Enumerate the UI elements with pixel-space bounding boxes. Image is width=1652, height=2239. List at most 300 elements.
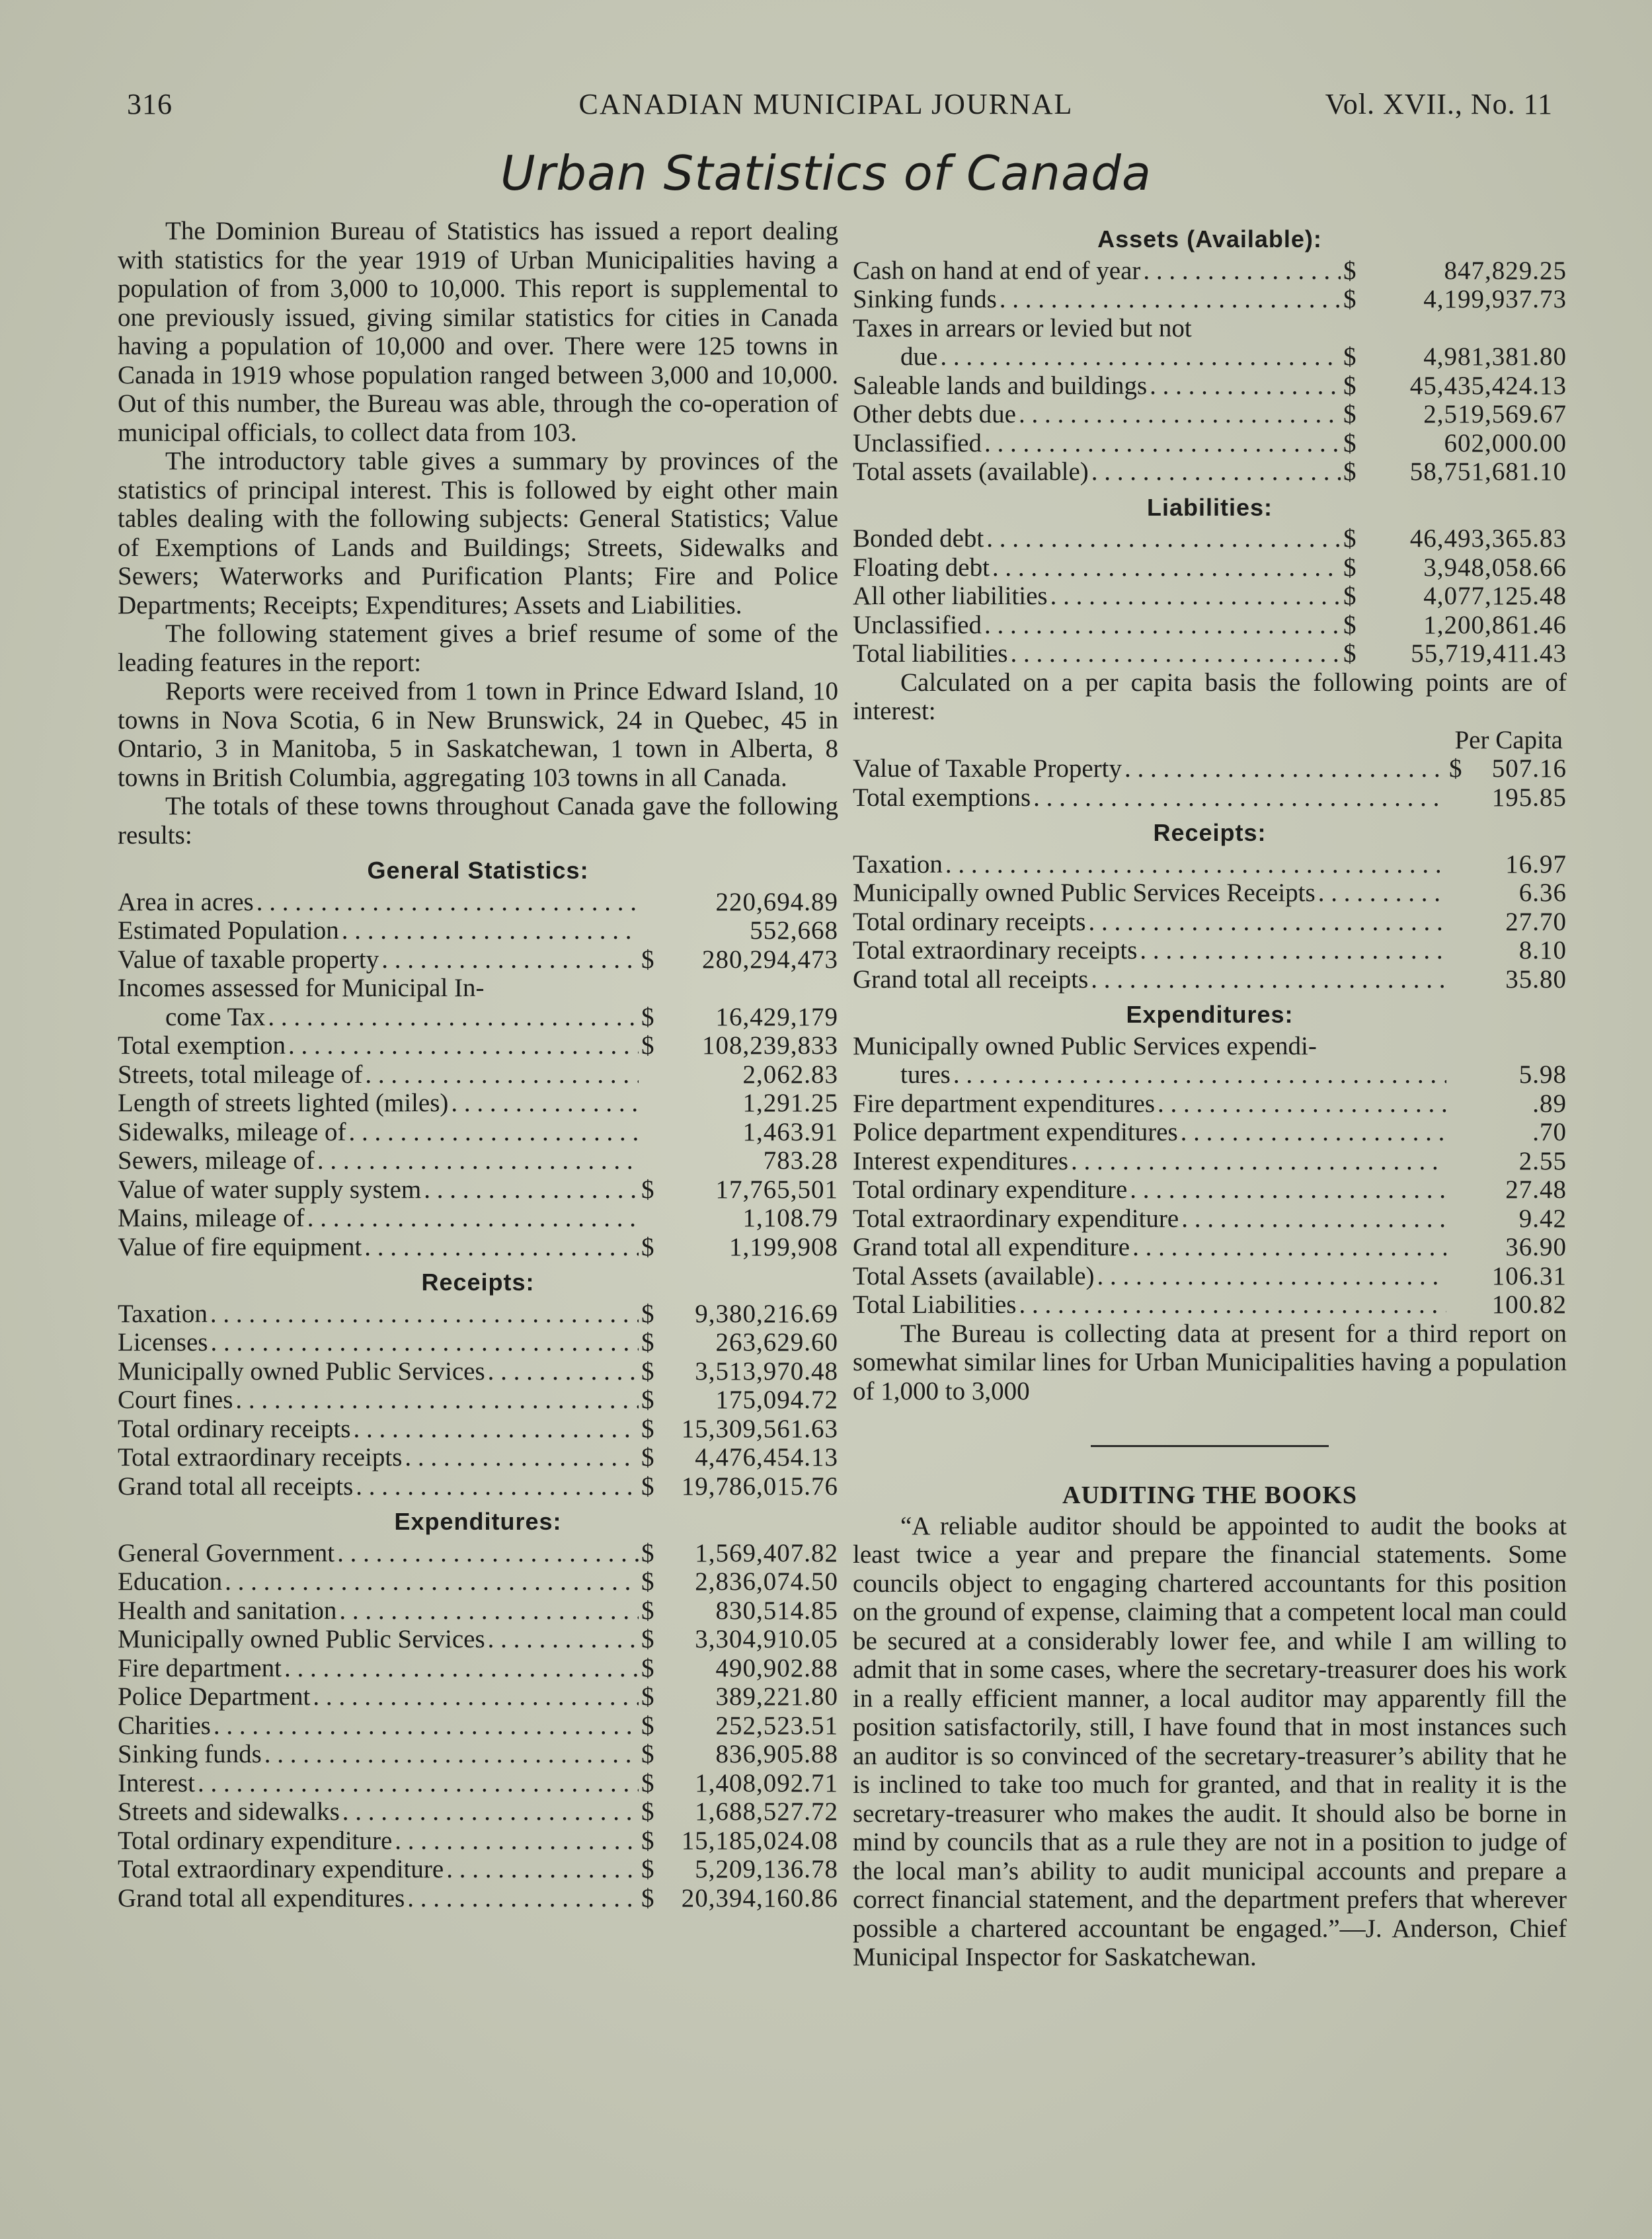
leader-dots (1019, 400, 1341, 429)
leader-dots (356, 1472, 639, 1501)
leader-dots (984, 611, 1341, 640)
table-row (118, 1328, 838, 1357)
row-label: Unclassified (853, 428, 982, 457)
row-continuation (853, 342, 1567, 372)
row-value: 55,719,411.43 (1411, 639, 1567, 668)
row-label: Police Department (118, 1682, 311, 1711)
leader-dots (1130, 1175, 1446, 1204)
table-row (118, 1060, 838, 1089)
currency-sign: $ (1343, 285, 1357, 313)
currency-sign: $ (1343, 400, 1357, 428)
right-column (853, 225, 1567, 1972)
per-capita-table (853, 754, 1567, 812)
leader-dots (288, 1031, 639, 1060)
per-capita-expenditures-table (853, 1032, 1567, 1319)
currency-sign: $ (641, 1682, 654, 1711)
row-value: .70 (1532, 1118, 1567, 1146)
row-value: 252,523.51 (715, 1711, 838, 1740)
currency-sign: $ (641, 1328, 654, 1356)
table-row (853, 1233, 1567, 1262)
table-row (853, 965, 1567, 994)
per-capita-intro: Calculated on a per capita basis the following points are of interest: (853, 668, 1567, 725)
currency-sign: $ (641, 1299, 654, 1328)
table-row (118, 1300, 838, 1329)
row-label: Sinking funds (118, 1740, 262, 1768)
leader-dots (214, 1711, 639, 1741)
table-row (118, 1386, 838, 1415)
currency-sign: $ (641, 1538, 654, 1567)
row-label: Total extraordinary receipts (853, 936, 1138, 964)
row-value: 830,514.85 (715, 1596, 838, 1625)
row-value: 35.80 (1505, 964, 1567, 994)
table-row (118, 1884, 838, 1913)
row-label: Estimated Population (118, 916, 339, 945)
table-row (118, 1204, 838, 1233)
row-label: Charities (118, 1711, 211, 1740)
per-capita-receipts-table (853, 850, 1567, 994)
leader-dots (945, 850, 1446, 879)
row-value: 220,694.89 (715, 887, 838, 916)
table-row (118, 1682, 838, 1711)
auditing-body: “A reliable auditor should be appointed to audit the books at least twice a year and prepare the financial statements. Some councils object to engaging chartered accountants for this position on the ground of expense, claiming that a competent local man could be secured at a considerably lower fee, and while I am willing to admit that in some cases, where the secretary-treasurer does his work in a really efficient manner, a local auditor may apparently fill the position satisfactorily, still, I have found that in most instances such an auditor is so convinced of the secretary-treasurer’s ability that he is inclined to take too much for granted, and that in reality it is the secretary-treasurer who makes the audit. It should also be borne in mind by councils that as a rule they are not in a position to judge of the local man’s ability to audit municipal accounts and prepare a correct financial statement, and the department prefers that wherever possible a chartered accountant be engaged.”—J. Anderson, Chief Municipal Inspector for Saskatchewan. (853, 1511, 1567, 1971)
row-label: Total exemptions (853, 783, 1031, 812)
row-value: 16.97 (1505, 849, 1567, 879)
row-value: 3,304,910.05 (695, 1625, 838, 1653)
leader-dots (395, 1827, 639, 1856)
leader-dots (381, 945, 639, 974)
table-row (118, 1797, 838, 1827)
row-value: 6.36 (1518, 879, 1567, 907)
row-value: 106.31 (1491, 1261, 1567, 1290)
row-label: Total Liabilities (853, 1290, 1017, 1319)
currency-sign: $ (641, 945, 654, 974)
row-label: Education (118, 1567, 223, 1596)
table-row (853, 783, 1567, 812)
row-value: 1,108.79 (742, 1204, 838, 1232)
row-value: .89 (1532, 1089, 1567, 1118)
table-row (853, 908, 1567, 937)
row-value: 4,077,125.48 (1423, 582, 1567, 610)
row-label: Sidewalks, mileage of (118, 1117, 346, 1146)
leader-dots (210, 1328, 639, 1357)
row-value: 1,199,908 (729, 1232, 838, 1261)
table-row (853, 1118, 1567, 1147)
row-label: Value of water supply system (118, 1175, 422, 1204)
leader-dots (284, 1654, 639, 1683)
row-label: Total ordinary receipts (118, 1414, 351, 1443)
leader-dots (1140, 936, 1446, 965)
row-value: 2,836,074.50 (695, 1567, 838, 1596)
row-value: 490,902.88 (715, 1653, 838, 1682)
row-value: 389,221.80 (715, 1682, 838, 1711)
currency-sign: $ (641, 1596, 654, 1625)
liabilities-table (853, 524, 1567, 668)
table-row (853, 429, 1567, 458)
currency-sign: $ (641, 1797, 654, 1826)
expenditures-heading: Expenditures: (394, 1508, 562, 1535)
leader-dots (1318, 879, 1446, 908)
row-label: Total extraordinary expenditure (853, 1204, 1179, 1233)
currency-sign: $ (641, 1443, 654, 1472)
table-row (853, 285, 1567, 314)
row-label: Total assets (available) (853, 457, 1089, 486)
currency-sign: $ (641, 1031, 654, 1060)
left-column (118, 217, 838, 1912)
row-label-continued: come Tax (165, 1002, 266, 1031)
leader-dots (268, 1003, 639, 1032)
intro-paragraph: The Dominion Bureau of Statistics has issued a report dealing with statistics for the year 1919 of Urban Municipalities having a population of from 3,000 to 10,000. This report is supplemental to one previously issued, giving similar statistics for cities in Canada having a population of 10,000 and over. There were 125 towns in Canada in 1919 whose population ranged between 3,000 and 10,000. Out of this number, the Bureau was able, through the co-operation of municipal officials, to collect data from 103. (118, 217, 838, 447)
currency-sign: $ (641, 1711, 654, 1740)
table-row (118, 1175, 838, 1204)
currency-sign: $ (641, 1625, 654, 1653)
receipts-heading: Receipts: (421, 1269, 535, 1296)
table-row (118, 1233, 838, 1262)
leader-dots (1033, 783, 1446, 812)
row-label: Total extraordinary receipts (118, 1443, 403, 1472)
page-number: 316 (127, 88, 173, 120)
leader-dots (342, 916, 639, 945)
leader-dots (1091, 457, 1341, 487)
row-value: 20,394,160.86 (681, 1883, 838, 1912)
leader-dots (986, 524, 1341, 553)
currency-sign: $ (641, 1740, 654, 1768)
row-label: Total liabilities (853, 639, 1008, 668)
table-row (118, 1567, 838, 1596)
leader-dots (313, 1682, 639, 1711)
table-row (853, 936, 1567, 965)
row-label: Fire department expenditures (853, 1089, 1156, 1118)
table-row (853, 400, 1567, 429)
auditing-heading: AUDITING THE BOOKS (1062, 1481, 1357, 1509)
row-value: 507.16 (1491, 754, 1567, 783)
table-row (118, 974, 838, 1031)
row-label: All other liabilities (853, 582, 1048, 610)
leader-dots (488, 1625, 639, 1654)
currency-sign: $ (641, 1232, 654, 1261)
row-label: Value of fire equipment (118, 1232, 362, 1261)
row-continuation (853, 1060, 1567, 1089)
row-value: 836,905.88 (715, 1740, 838, 1768)
row-label: Interest expenditures (853, 1146, 1068, 1175)
row-value: 8.10 (1518, 936, 1567, 964)
receipts-table (118, 1300, 838, 1501)
currency-sign: $ (641, 1567, 654, 1596)
intro-paragraph: Reports were received from 1 town in Prince Edward Island, 10 towns in Nova Scotia, 6 in New Brunswick, 24 in Quebec, 45 in Ontario, 3 in Manitoba, 5 in Saskatchewan, 1 town in Alberta, 8 towns in British Columbia, aggregating 103 towns in all Canada. (118, 677, 838, 792)
article-title: Urban Statistics of Canada (500, 145, 1152, 201)
row-label: Total ordinary expenditure (118, 1826, 393, 1855)
row-value: 3,513,970.48 (695, 1356, 838, 1386)
row-label: Value of taxable property (118, 945, 379, 974)
currency-sign: $ (641, 1002, 654, 1031)
table-row (853, 256, 1567, 286)
leader-dots (317, 1146, 639, 1175)
table-row (118, 1089, 838, 1118)
table-row (118, 1711, 838, 1741)
leader-dots (984, 429, 1341, 458)
row-label: Taxation (118, 1299, 208, 1328)
row-label: Grand total all expenditures (118, 1883, 405, 1912)
leader-dots (488, 1357, 639, 1386)
assets-table (853, 256, 1567, 487)
table-row (118, 1031, 838, 1060)
table-row (118, 916, 838, 945)
table-row (118, 888, 838, 917)
row-label: Court fines (118, 1386, 233, 1414)
currency-sign: $ (641, 1768, 654, 1797)
currency-sign: $ (641, 1472, 654, 1501)
table-row (118, 1625, 838, 1654)
table-row (118, 1118, 838, 1147)
per-capita-expenditures-heading: Expenditures: (1126, 1001, 1294, 1028)
row-label: Fire department (118, 1653, 282, 1682)
currency-sign: $ (1343, 342, 1357, 371)
row-value: 45,435,424.13 (1409, 371, 1567, 400)
currency-sign: $ (641, 1356, 654, 1386)
leader-dots (1143, 256, 1341, 286)
table-row (853, 1204, 1567, 1234)
table-row (853, 372, 1567, 401)
row-label: Bonded debt (853, 524, 984, 553)
row-label: Total ordinary expenditure (853, 1175, 1128, 1204)
leader-dots (225, 1567, 639, 1596)
table-row (853, 1032, 1567, 1089)
leader-dots (1097, 1262, 1447, 1291)
table-row (853, 314, 1567, 372)
leader-dots (407, 1884, 639, 1913)
currency-sign: $ (1343, 553, 1357, 582)
leader-dots (1088, 908, 1446, 937)
leader-dots (365, 1060, 639, 1089)
table-row (118, 1855, 838, 1884)
table-row (118, 1596, 838, 1626)
row-label: General Government (118, 1538, 335, 1567)
intro-paragraph: The totals of these towns throughout Canada gave the following results: (118, 792, 838, 849)
intro-paragraph: The introductory table gives a summary by provinces of the statistics of principal interest. This is followed by eight other main tables dealing with the following subjects: General Statistics; Value of Exemptions of Lands and Buildings; Streets, Sidewalks and Sewers; Waterworks and Purification Plants; Fire and Police Departments; Receipts; Expenditures; Assets and Liabilities. (118, 447, 838, 619)
table-row (853, 1290, 1567, 1319)
row-value: 3,948,058.66 (1423, 553, 1567, 582)
leader-dots (235, 1386, 639, 1415)
row-label: Municipally owned Public Services (118, 1356, 485, 1386)
leader-dots (337, 1539, 639, 1568)
row-label: Interest (118, 1768, 195, 1797)
table-row (118, 945, 838, 974)
table-row (118, 1443, 838, 1472)
row-label: Grand total all receipts (118, 1472, 354, 1501)
leader-dots (1150, 372, 1341, 401)
leader-dots (1019, 1290, 1446, 1319)
section-divider (1091, 1445, 1329, 1447)
row-value: 552,668 (750, 916, 838, 945)
row-value: 2.55 (1518, 1146, 1567, 1175)
leader-dots (339, 1596, 639, 1626)
row-label: Health and sanitation (118, 1596, 337, 1625)
leader-dots (307, 1204, 639, 1233)
currency-sign: $ (641, 1883, 654, 1912)
row-value: 108,239,833 (702, 1031, 838, 1060)
table-row (118, 1654, 838, 1683)
table-row (853, 611, 1567, 640)
general-statistics-table (118, 888, 838, 1262)
row-label: Value of Taxable Property (853, 754, 1122, 783)
row-label: Licenses (118, 1328, 208, 1356)
row-label: Municipally owned Public Services Receipts (853, 879, 1316, 907)
table-row (853, 754, 1567, 783)
leader-dots (1000, 285, 1341, 314)
currency-sign: $ (641, 1175, 654, 1204)
row-label: Taxation (853, 849, 943, 879)
leader-dots (1010, 639, 1341, 668)
leader-dots (256, 888, 639, 917)
table-row (853, 553, 1567, 582)
row-value: 4,476,454.13 (695, 1443, 838, 1472)
row-label: Taxes in arrears or levied but not (853, 313, 1192, 342)
leader-dots (364, 1233, 639, 1262)
row-label: Municipally owned Public Services expendi- (853, 1031, 1317, 1060)
row-value: 1,688,527.72 (695, 1797, 838, 1826)
currency-sign: $ (1449, 754, 1462, 783)
row-value: 1,408,092.71 (695, 1768, 838, 1797)
table-row (118, 1827, 838, 1856)
row-value: 1,291.25 (742, 1089, 838, 1117)
row-label: Police department expenditures (853, 1118, 1178, 1146)
table-row (118, 1472, 838, 1501)
leader-dots (353, 1415, 639, 1444)
row-value: 100.82 (1491, 1290, 1567, 1319)
intro-paragraph: The following statement gives a brief resume of some of the leading features in the report: (118, 619, 838, 677)
currency-sign: $ (1343, 457, 1357, 486)
row-label-continued: tures (900, 1060, 951, 1089)
table-row (118, 1769, 838, 1798)
row-value: 280,294,473 (702, 945, 838, 974)
row-value: 15,185,024.08 (681, 1826, 838, 1855)
leader-dots (424, 1175, 639, 1204)
currency-sign: $ (641, 1386, 654, 1414)
row-label: Incomes assessed for Municipal In- (118, 974, 485, 1002)
table-row (853, 524, 1567, 553)
leader-dots (1158, 1089, 1446, 1119)
currency-sign: $ (1343, 256, 1357, 285)
row-label: Cash on hand at end of year (853, 256, 1141, 285)
closing-paragraph: The Bureau is collecting data at present for a third report on somewhat similar lines for Urban Municipalities having a population of 1,000 to 3,000 (853, 1319, 1567, 1405)
leader-dots (1181, 1204, 1446, 1234)
row-value: 783.28 (763, 1146, 838, 1175)
currency-sign: $ (1343, 371, 1357, 400)
row-continuation (118, 1003, 838, 1032)
table-row (853, 1262, 1567, 1291)
row-label: Municipally owned Public Services (118, 1625, 485, 1653)
row-value: 15,309,561.63 (681, 1414, 838, 1443)
expenditures-table (118, 1539, 838, 1913)
row-value: 27.48 (1505, 1175, 1567, 1204)
row-value: 263,629.60 (715, 1328, 838, 1356)
row-label: Mains, mileage of (118, 1204, 305, 1232)
row-label: Other debts due (853, 400, 1016, 428)
row-value: 17,765,501 (715, 1175, 838, 1204)
row-value: 5,209,136.78 (695, 1855, 838, 1883)
row-label: Saleable lands and buildings (853, 371, 1148, 400)
currency-sign: $ (641, 1855, 654, 1883)
leader-dots (940, 342, 1341, 372)
leader-dots (1124, 754, 1446, 783)
leader-dots (264, 1740, 639, 1769)
table-row (853, 1175, 1567, 1204)
row-value: 9,380,216.69 (695, 1299, 838, 1328)
currency-sign: $ (641, 1414, 654, 1443)
row-value: 2,062.83 (742, 1060, 838, 1089)
volume-issue: Vol. XVII., No. 11 (1325, 88, 1553, 120)
assets-heading: Assets (Available): (1097, 225, 1322, 253)
table-row (853, 850, 1567, 879)
row-label: Streets and sidewalks (118, 1797, 340, 1826)
table-row (118, 1539, 838, 1568)
leader-dots (1050, 582, 1341, 611)
leader-dots (342, 1797, 639, 1827)
row-label: Total ordinary receipts (853, 907, 1086, 936)
leader-dots (210, 1300, 639, 1329)
general-statistics-heading: General Statistics: (367, 857, 589, 884)
row-value: 4,981,381.80 (1423, 342, 1567, 371)
row-value: 1,463.91 (742, 1117, 838, 1146)
row-label-continued: due (900, 342, 938, 371)
table-row (853, 1147, 1567, 1176)
row-value: 19,786,015.76 (681, 1472, 838, 1501)
row-value: 1,200,861.46 (1423, 610, 1567, 639)
row-label: Sinking funds (853, 285, 997, 313)
currency-sign: $ (1343, 582, 1357, 610)
table-row (853, 457, 1567, 487)
row-value: 2,519,569.67 (1423, 400, 1567, 428)
row-label: Area in acres (118, 887, 254, 916)
leader-dots (349, 1118, 639, 1147)
row-value: 602,000.00 (1444, 428, 1567, 457)
row-value: 27.70 (1505, 907, 1567, 936)
leader-dots (1091, 965, 1446, 994)
currency-sign: $ (1343, 639, 1357, 668)
table-row (118, 1415, 838, 1444)
row-label: Grand total all receipts (853, 964, 1089, 994)
row-label: Total Assets (available) (853, 1261, 1095, 1290)
row-value: 9.42 (1518, 1204, 1567, 1233)
row-value: 175,094.72 (715, 1386, 838, 1414)
table-row (853, 582, 1567, 611)
per-capita-heading: Per Capita (1454, 725, 1563, 754)
liabilities-heading: Liabilities: (1146, 493, 1273, 521)
table-row (118, 1740, 838, 1769)
currency-sign: $ (641, 1653, 654, 1682)
leader-dots (405, 1443, 639, 1472)
row-value: 847,829.25 (1444, 256, 1567, 285)
currency-sign: $ (1343, 428, 1357, 457)
currency-sign: $ (1343, 524, 1357, 553)
row-value: 46,493,365.83 (1409, 524, 1567, 553)
journal-name: CANADIAN MUNICIPAL JOURNAL (578, 88, 1074, 120)
row-label: Sewers, mileage of (118, 1146, 315, 1175)
leader-dots (1071, 1147, 1446, 1176)
row-value: 5.98 (1518, 1060, 1567, 1089)
leader-dots (992, 553, 1341, 582)
table-row (118, 1357, 838, 1386)
table-row (118, 1146, 838, 1175)
row-label: Length of streets lighted (miles) (118, 1089, 449, 1117)
row-value: 36.90 (1505, 1233, 1567, 1261)
row-label: Total exemption (118, 1031, 286, 1060)
row-value: 195.85 (1491, 783, 1567, 812)
table-row (853, 639, 1567, 668)
leader-dots (953, 1060, 1446, 1089)
row-value: 16,429,179 (715, 1002, 838, 1031)
row-label: Grand total all expenditure (853, 1233, 1130, 1261)
table-row (853, 1089, 1567, 1119)
